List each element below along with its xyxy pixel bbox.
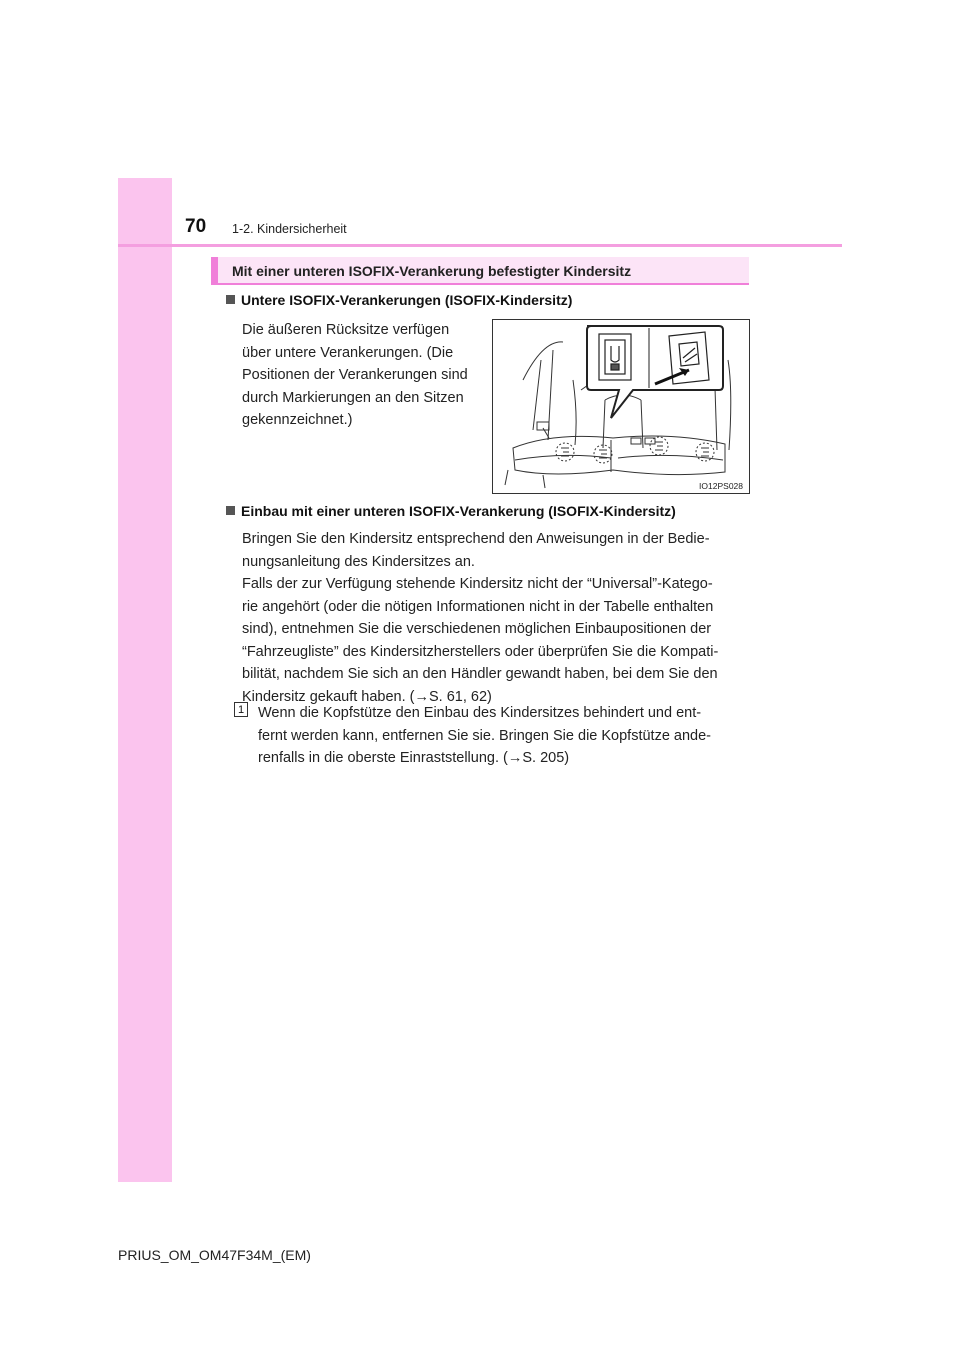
subsection-heading-text: Untere ISOFIX-Verankerungen (ISOFIX-Kindersitz) [241, 292, 573, 308]
step-number-badge: 1 [234, 702, 248, 717]
chapter-title: 1-2. Kindersicherheit [232, 222, 347, 236]
page-number: 70 [185, 216, 207, 237]
anchor-description [242, 319, 477, 432]
text-line: renfalls in die oberste Einraststellung. (→S. 205) [258, 750, 570, 766]
figure-code: IO12PS028 [699, 481, 743, 491]
header-rule [118, 244, 842, 247]
text-line: Bringen Sie den Kindersitz entsprechend den Anweisungen in der Bedie- [242, 531, 710, 547]
text-line: Falls der zur Verfügung stehende Kindersitz nicht der “Universal”-Katego- [242, 576, 713, 592]
square-bullet-icon [226, 506, 235, 515]
text-line: durch Markierungen an den Sitzen [242, 389, 464, 406]
square-bullet-icon [226, 295, 235, 304]
text-line: nungsanleitung des Kindersitzes an. [242, 553, 475, 570]
install-paragraph-1 [242, 528, 748, 573]
text-line: bilität, nachdem Sie sich an den Händler gewandt haben, bei dem Sie den [242, 666, 718, 682]
subsection-heading-text: Einbau mit einer unteren ISOFIX-Verankerung (ISOFIX-Kindersitz) [241, 503, 676, 519]
document-id-footer: PRIUS_OM_OM47F34M_(EM) [118, 1247, 311, 1263]
text-line: Kindersitz gekauft haben. (→S. 61, 62) [242, 688, 492, 705]
text-line: Positionen der Verankerungen sind [242, 367, 468, 383]
text-line: gekennzeichnet.) [242, 412, 353, 428]
section-heading-bar [211, 257, 749, 285]
subsection-heading-install [226, 503, 676, 519]
text-line: Wenn die Kopfstütze den Einbau des Kindersitzes behindert und ent- [258, 705, 702, 721]
rear-seat-drawing [493, 320, 749, 493]
text-line: Die äußeren Rücksitze verfügen [242, 322, 450, 338]
install-paragraph-2 [242, 573, 748, 708]
subsection-heading-anchors [226, 292, 572, 308]
text-line: über untere Verankerungen. (Die [242, 344, 454, 361]
rear-seat-isofix-illustration [492, 319, 750, 494]
section-title: Mit einer unteren ISOFIX-Verankerung befestigter Kindersitz [232, 263, 632, 279]
text-line: fernt werden kann, entfernen Sie sie. Bringen Sie die Kopfstütze ande- [258, 727, 712, 744]
sidebar-tab [118, 178, 172, 1182]
text-line: “Fahrzeugliste” des Kindersitzherstellers oder überprüfen Sie die Kompati- [242, 643, 719, 660]
text-line: rie angehört (oder die nötigen Informationen nicht in der Tabelle enthalten [242, 598, 714, 615]
step-instruction [258, 702, 748, 770]
text-line: sind), entnehmen Sie die verschiedenen möglichen Einbaupositionen der [242, 621, 712, 637]
